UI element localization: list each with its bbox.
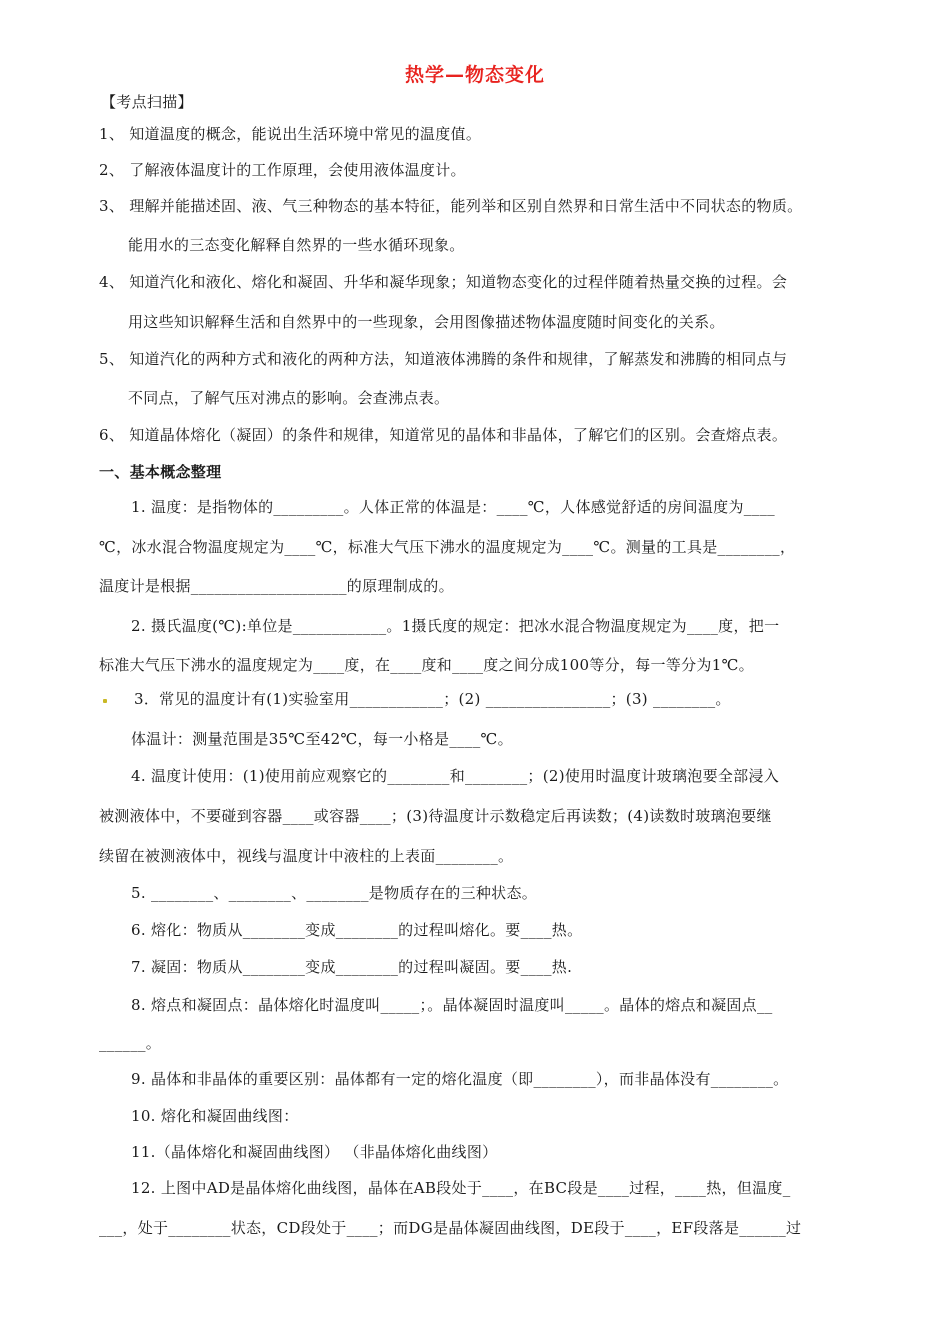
concept-4-cont-2: 续留在被测液体中，视线与温度计中液柱的上表面________。 [99, 847, 514, 865]
concept-5: 5. ________、________、________是物质存在的三种状态。 [131, 884, 538, 902]
concept-4: 4. 温度计使用：(1)使用前应观察它的________和________；(2)使用时温度计玻璃泡要全部浸入 [131, 767, 780, 785]
concept-4-cont: 被测液体中，不要碰到容器____或容器____；(3)待温度计示数稳定后再读数；(4)读数时玻璃泡要继 [99, 807, 772, 825]
objective-2: 2、 了解液体温度计的工作原理，会使用液体温度计。 [99, 161, 466, 179]
concept-1-cont-2: 温度计是根据____________________的原理制成的。 [99, 577, 454, 595]
concept-2: 2. 摄氏温度(℃):单位是____________。1摄氏度的规定：把冰水混合物温度规定为____度，把一 [131, 617, 780, 635]
concept-12: 12. 上图中AD是晶体熔化曲线图，晶体在AB段处于____，在BC段是____过程，____热，但温度_ [131, 1179, 791, 1197]
concept-8-cont: ______。 [99, 1034, 162, 1052]
concept-1: 1. 温度：是指物体的_________。人体正常的体温是：____℃，人体感觉舒适的房间温度为____ [131, 498, 775, 516]
concept-7: 7. 凝固：物质从________变成________的过程叫凝固。要____热. [131, 958, 573, 976]
section-heading: 一、基本概念整理 [99, 463, 222, 481]
objective-3: 3、 理解并能描述固、液、气三种物态的基本特征，能列举和区别自然界和日常生活中不同状态的物质。 [99, 197, 803, 215]
concept-8: 8. 熔点和凝固点：晶体熔化时温度叫_____；。晶体凝固时温度叫_____。晶体的熔点和凝固点__ [131, 996, 773, 1014]
scan-heading: 【考点扫描】 [101, 93, 193, 111]
concept-6: 6. 熔化：物质从________变成________的过程叫熔化。要____热。 [131, 921, 583, 939]
concept-3: 3．常见的温度计有(1)实验室用____________；(2) ________________；(3) ________。 [134, 690, 731, 708]
concept-10: 10. 熔化和凝固曲线图： [131, 1107, 299, 1125]
concept-3-cont: 体温计：测量范围是35℃至42℃，每一小格是____℃。 [131, 730, 513, 748]
concept-9: 9. 晶体和非晶体的重要区别：晶体都有一定的熔化温度（即________），而非晶体没有________。 [131, 1070, 789, 1088]
objective-3-cont: 能用水的三态变化解释自然界的一些水循环现象。 [128, 236, 465, 254]
objective-4-cont: 用这些知识解释生活和自然界中的一些现象，会用图像描述物体温度随时间变化的关系。 [128, 313, 725, 331]
objective-4: 4、 知道汽化和液化、熔化和凝固、升华和凝华现象；知道物态变化的过程伴随着热量交换的过程。会 [99, 273, 788, 291]
objective-1: 1、 知道温度的概念，能说出生活环境中常见的温度值。 [99, 125, 482, 143]
concept-11: 11.（晶体熔化和凝固曲线图） （非晶体熔化曲线图） [131, 1143, 498, 1161]
objective-5-cont: 不同点，了解气压对沸点的影响。会查沸点表。 [128, 389, 450, 407]
concept-12-cont: ___，处于________状态，CD段处于____；而DG是晶体凝固曲线图，DE段于____，EF段落是______过 [99, 1219, 802, 1237]
objective-5: 5、 知道汽化的两种方式和液化的两种方法，知道液体沸腾的条件和规律，了解蒸发和沸腾的相同点与 [99, 350, 788, 368]
objective-6: 6、 知道晶体熔化（凝固）的条件和规律，知道常见的晶体和非晶体，了解它们的区别。会查熔点表。 [99, 426, 788, 444]
margin-marker [103, 699, 107, 703]
page-title: 热学—物态变化 [404, 64, 545, 86]
concept-2-cont: 标准大气压下沸水的温度规定为____度，在____度和____度之间分成100等分，每一等分为1℃。 [99, 656, 754, 674]
concept-1-cont: ℃，冰水混合物温度规定为____℃，标准大气压下沸水的温度规定为____℃。测量的工具是________， [99, 538, 796, 556]
